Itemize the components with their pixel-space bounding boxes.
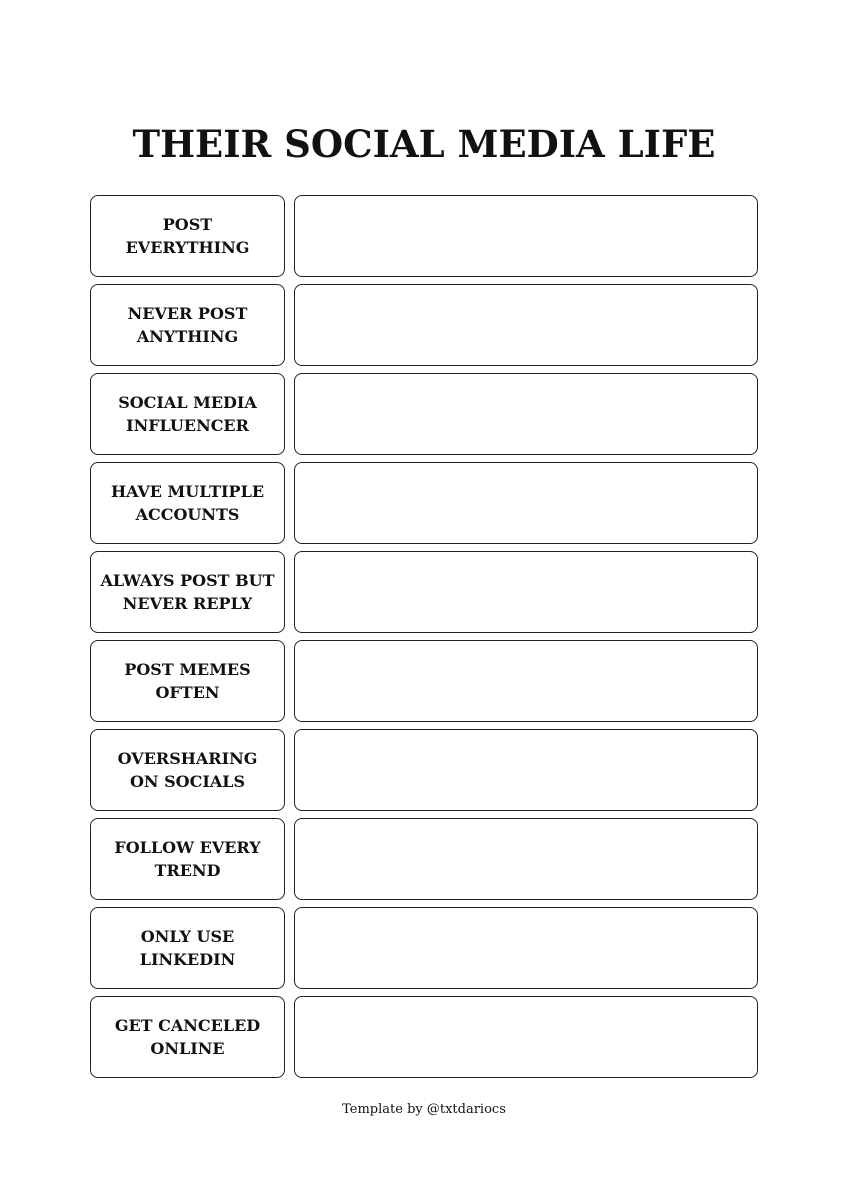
prompt-label-box bbox=[90, 729, 285, 811]
prompt-row bbox=[90, 729, 758, 811]
prompt-label: POST MEMES OFTEN bbox=[124, 660, 251, 702]
prompt-label-box bbox=[90, 195, 285, 277]
prompt-label-box bbox=[90, 818, 285, 900]
prompt-row bbox=[90, 640, 758, 722]
prompt-label: GET CANCELED ONLINE bbox=[114, 1016, 261, 1058]
answer-box[interactable] bbox=[294, 373, 758, 455]
prompt-row bbox=[90, 373, 758, 455]
answer-box[interactable] bbox=[294, 551, 758, 633]
prompt-label: NEVER POST ANYTHING bbox=[127, 304, 248, 346]
prompt-label: ALWAYS POST BUT NEVER REPLY bbox=[100, 571, 275, 613]
prompt-label: OVERSHARING ON SOCIALS bbox=[117, 749, 258, 791]
page-title: THEIR SOCIAL MEDIA LIFE bbox=[132, 122, 716, 166]
prompt-row bbox=[90, 907, 758, 989]
prompt-row bbox=[90, 284, 758, 366]
prompt-label-box bbox=[90, 284, 285, 366]
answer-box[interactable] bbox=[294, 818, 758, 900]
answer-box[interactable] bbox=[294, 640, 758, 722]
prompt-table bbox=[90, 195, 758, 1078]
prompt-row bbox=[90, 195, 758, 277]
prompt-label: ONLY USE LINKEDIN bbox=[139, 927, 236, 969]
prompt-row bbox=[90, 551, 758, 633]
prompt-label-box bbox=[90, 551, 285, 633]
prompt-label: SOCIAL MEDIA INFLUENCER bbox=[118, 393, 257, 435]
answer-box[interactable] bbox=[294, 907, 758, 989]
prompt-label-box bbox=[90, 373, 285, 455]
prompt-label-box bbox=[90, 907, 285, 989]
answer-box[interactable] bbox=[294, 996, 758, 1078]
prompt-label: POST EVERYTHING bbox=[125, 215, 250, 257]
answer-box[interactable] bbox=[294, 195, 758, 277]
prompt-label: FOLLOW EVERY TREND bbox=[114, 838, 261, 880]
prompt-label-box bbox=[90, 996, 285, 1078]
prompt-label: HAVE MULTIPLE ACCOUNTS bbox=[110, 482, 265, 524]
prompt-label-box bbox=[90, 640, 285, 722]
prompt-row bbox=[90, 818, 758, 900]
template-credit: Template by @txtdariocs bbox=[342, 1102, 506, 1117]
prompt-label-box bbox=[90, 462, 285, 544]
prompt-row bbox=[90, 462, 758, 544]
answer-box[interactable] bbox=[294, 729, 758, 811]
prompt-row bbox=[90, 996, 758, 1078]
answer-box[interactable] bbox=[294, 284, 758, 366]
answer-box[interactable] bbox=[294, 462, 758, 544]
